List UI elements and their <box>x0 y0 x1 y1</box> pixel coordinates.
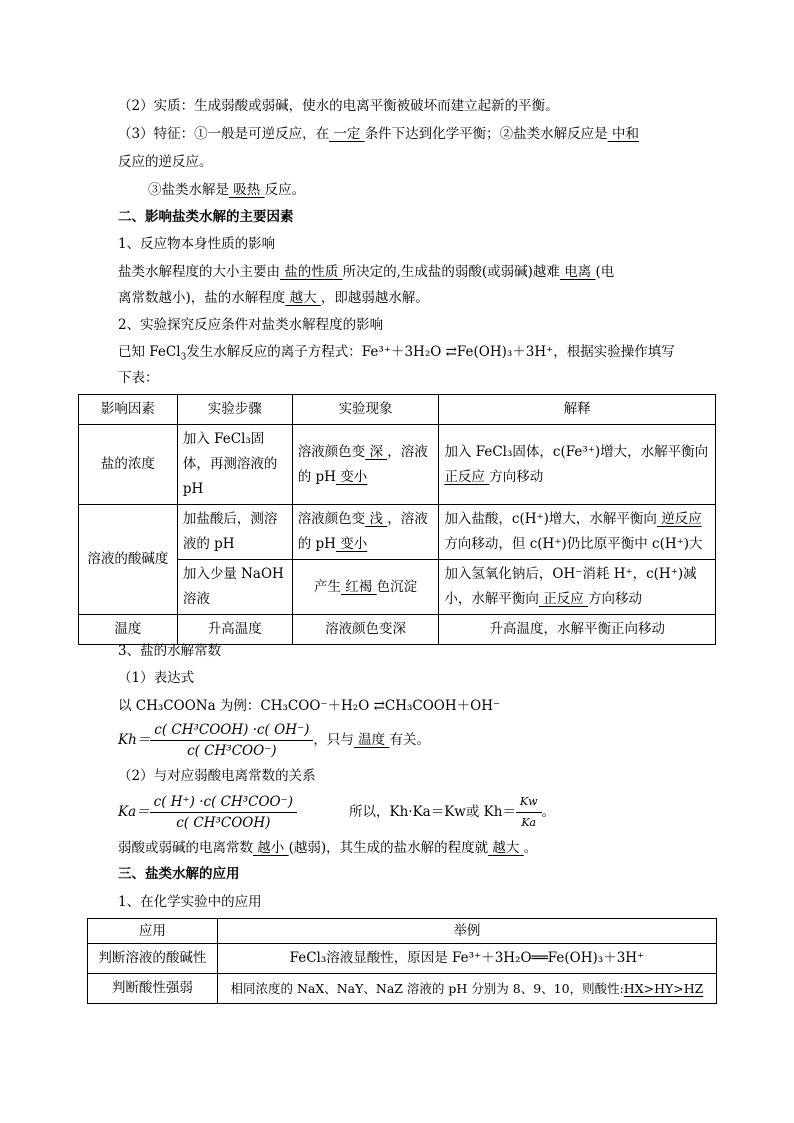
factors-table <box>78 394 716 645</box>
kw-ka-fraction: $\frac{Kw}{Ka}$ <box>516 792 542 833</box>
table-header-row <box>88 919 717 944</box>
table-row <box>79 425 716 505</box>
section-heading-application: 三、盐类水解的应用 <box>118 866 240 882</box>
cell-app: 判断溶液的酸碱性 <box>88 944 218 974</box>
ka-fraction: $\frac{\text{c( H⁺) ·c( CH³COO⁻)}}{\text{c( CH³COOH)}}$ <box>150 792 297 833</box>
cell-phenomenon: 溶液颜色变 深 ，溶液的 pH 变小 <box>292 425 439 505</box>
kh-formula: Kh＝ $\frac{\text{c( CH³COOH) ·c( OH⁻)}}{\text{c( CH³COO⁻)}}$ ，只与 温度 有关。 <box>118 722 430 759</box>
cell-phenomenon: 产生 红褐 色沉淀 <box>292 560 439 615</box>
para-experiment: 已知 FeCl$_3$发生水解反应的离子方程式：Fe³⁺＋3H₂O ⇄Fe(OH)₃＋3H⁺，根据实验操作填写 <box>118 344 675 363</box>
cell-app: 判断酸性强弱 <box>88 974 218 1004</box>
subheading-nature: 1、反应物本身性质的影响 <box>118 236 276 252</box>
section-heading-factors: 二、影响盐类水解的主要因素 <box>118 209 294 225</box>
item-feature: （3）特征：①一般是可逆反应，在 一定 条件下达到化学平衡；②盐类水解反应是 中和 <box>118 126 639 142</box>
cell-example: 相同浓度的 NaX、NaY、NaZ 溶液的 pH 分别为 8、9、10，则酸性:HX>HY>HZ <box>217 974 716 1004</box>
item-feature-3: ③盐类水解是 吸热 反应。 <box>148 182 306 198</box>
cell-factor: 溶液的酸碱度 <box>79 505 178 615</box>
header-explain: 解释 <box>439 395 716 425</box>
header-example: 举例 <box>217 919 716 944</box>
subheading-constant: 3、盐的水解常数 <box>118 643 222 659</box>
table-row <box>88 944 717 974</box>
cell-explain: 升高温度，水解平衡正向移动 <box>439 615 716 645</box>
header-phenomenon: 实验现象 <box>292 395 439 425</box>
header-factor: 影响因素 <box>79 395 178 425</box>
cell-step: 加入少量 NaOH 溶液 <box>177 560 292 615</box>
cell-factor: 盐的浓度 <box>79 425 178 505</box>
para-nature: 盐类水解程度的大小主要由 盐的性质 所决定的,生成盐的弱酸(或弱碱)越难 电离 (电 <box>118 264 615 280</box>
subheading-experiment: 2、实验探究反应条件对盐类水解程度的影响 <box>118 317 384 333</box>
table-row <box>88 974 717 1004</box>
kh-fraction: $\frac{\text{c( CH³COOH) ·c( OH⁻)}}{\text{c( CH³COO⁻)}}$ <box>150 720 313 761</box>
table-row <box>79 615 716 645</box>
cell-phenomenon: 溶液颜色变 浅 ，溶液的 pH 变小 <box>292 505 439 560</box>
cell-step: 加入 FeCl₃固体，再测溶液的 pH <box>177 425 292 505</box>
subheading-lab: 1、在化学实验中的应用 <box>118 894 262 910</box>
table-header-row <box>79 395 716 425</box>
header-app: 应用 <box>88 919 218 944</box>
item-expression: （1）表达式 <box>118 670 195 686</box>
para-nature-cont: 离常数越小)，盐的水解程度 越大 ，即越弱越水解。 <box>118 290 429 306</box>
item-substance: （2）实质：生成弱酸或弱碱，使水的电离平衡被破坏而建立起新的平衡。 <box>118 98 559 114</box>
cell-example: FeCl₃溶液显酸性，原因是 Fe³⁺＋3H₂O══Fe(OH)₃＋3H⁺ <box>217 944 716 974</box>
cell-explain: 加入 FeCl₃固体，c(Fe³⁺)增大，水解平衡向正反应 方向移动 <box>439 425 716 505</box>
table-row <box>79 505 716 560</box>
item-feature-cont: 反应的逆反应。 <box>118 154 213 170</box>
cell-factor: 温度 <box>79 615 178 645</box>
cell-explain: 加入盐酸，c(H⁺)增大，水解平衡向 逆反应方向移动，但 c(H⁺)仍比原平衡中 c(H⁺)大 <box>439 505 716 560</box>
cell-explain: 加入氢氧化钠后，OH⁻消耗 H⁺，c(H⁺)减小，水解平衡向 正反应 方向移动 <box>439 560 716 615</box>
equation: 以 CH₃COONa 为例：CH₃COO⁻＋H₂O ⇄CH₃COOH＋OH⁻ <box>118 698 501 714</box>
cell-step: 升高温度 <box>177 615 292 645</box>
item-relation: （2）与对应弱酸电离常数的关系 <box>118 768 316 784</box>
ka-formula: Ka＝ $\frac{\text{c( H⁺) ·c( CH³COO⁻)}}{\text{c( CH³COOH)}}$ 所以，Kh·Ka＝Kw或 Kh＝ $\frac{Kw}{Ka}$ 。 <box>118 794 556 831</box>
para-experiment-cont: 下表： <box>118 370 159 386</box>
cell-step: 加盐酸后，测溶液的 pH <box>177 505 292 560</box>
para-constant: 弱酸或弱碱的电离常数 越小 (越弱)，其生成的盐水解的程度就 越大 。 <box>118 840 538 856</box>
application-table <box>87 918 717 1004</box>
cell-phenomenon: 溶液颜色变深 <box>292 615 439 645</box>
header-step: 实验步骤 <box>177 395 292 425</box>
